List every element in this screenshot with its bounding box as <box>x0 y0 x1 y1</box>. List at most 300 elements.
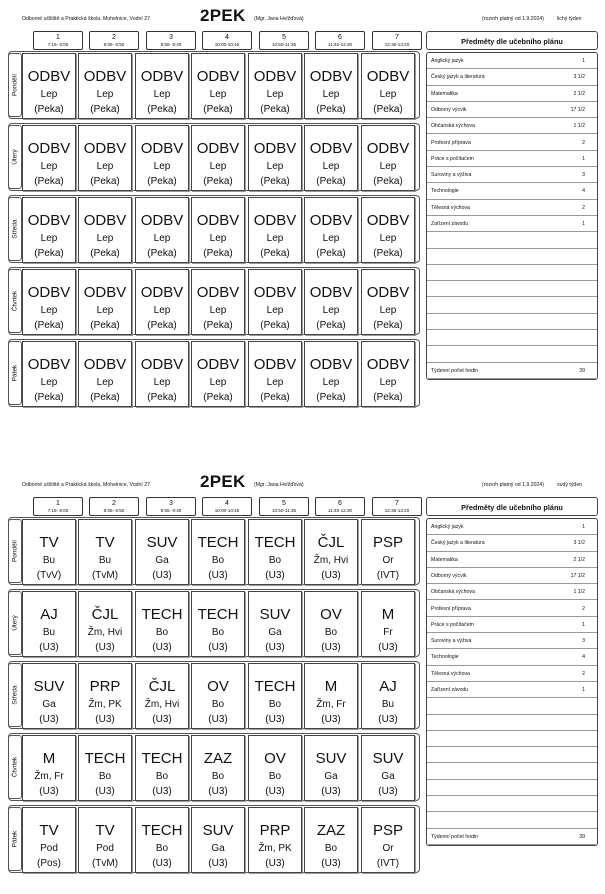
lesson-subject: SUV <box>33 678 65 695</box>
lesson-cell[interactable] <box>248 807 302 873</box>
subject-name: Tělesná výchova <box>431 204 470 211</box>
lesson-subject: OV <box>207 678 229 695</box>
period-header <box>202 31 252 50</box>
lesson-cell[interactable] <box>135 591 189 657</box>
lesson-subject: ODBV <box>27 212 71 229</box>
lesson-room: (U3) <box>152 642 172 653</box>
lesson-room: (Peka) <box>260 320 290 331</box>
lesson-teacher: Bu <box>381 699 395 710</box>
lesson-cell[interactable] <box>22 125 76 191</box>
lesson-room: (Peka) <box>34 248 64 259</box>
lesson-teacher: Bo <box>268 555 282 566</box>
subject-row <box>427 649 597 665</box>
lesson-room: (TvV) <box>36 570 62 581</box>
lesson-cell[interactable] <box>304 591 358 657</box>
lesson-room: (U3) <box>208 714 228 725</box>
period-header <box>315 31 365 50</box>
lesson-subject: TECH <box>141 822 183 839</box>
lesson-subject: TV <box>39 534 59 551</box>
day-label <box>8 807 22 871</box>
lesson-subject: PRP <box>89 678 121 695</box>
lesson-room: (Peka) <box>260 176 290 187</box>
period-number: 2 <box>112 34 116 41</box>
day-label <box>8 53 22 117</box>
day-name: Pondělí <box>11 73 19 97</box>
lesson-teacher: Bo <box>98 771 112 782</box>
lesson-cell[interactable] <box>248 53 302 119</box>
lesson-room: (U3) <box>321 642 341 653</box>
lesson-teacher: Bo <box>268 699 282 710</box>
lesson-teacher: Bo <box>155 627 169 638</box>
lesson-subject: M <box>42 750 56 767</box>
lesson-room: (U3) <box>152 858 172 869</box>
lesson-subject: AJ <box>40 606 58 623</box>
lesson-teacher: Lep <box>153 377 171 388</box>
lesson-teacher: Bo <box>155 771 169 782</box>
lesson-room: (U3) <box>152 570 172 581</box>
lesson-teacher: Lep <box>40 377 58 388</box>
lesson-subject: M <box>381 606 395 623</box>
subject-name: Suroviny a výživa <box>431 638 472 645</box>
subject-row <box>427 535 597 551</box>
lesson-room: (U3) <box>208 858 228 869</box>
period-header <box>372 497 422 516</box>
period-number: 5 <box>282 34 286 41</box>
subject-row <box>427 780 597 796</box>
day-row <box>8 267 420 335</box>
subject-hours: 17 1/2 <box>570 572 585 579</box>
lesson-room: (U3) <box>321 570 341 581</box>
lesson-cell[interactable] <box>191 735 245 801</box>
lesson-cell[interactable] <box>135 663 189 729</box>
subjects-panel-title: Předměty dle učebního plánu <box>426 31 598 50</box>
lesson-teacher: Lep <box>40 161 58 172</box>
lesson-cell[interactable] <box>135 197 189 263</box>
period-header <box>259 31 309 50</box>
day-name: Středa <box>11 685 19 705</box>
lesson-teacher: Žm, PK <box>88 699 122 710</box>
lesson-teacher: Lep <box>153 161 171 172</box>
day-label <box>8 341 22 405</box>
lesson-cell[interactable] <box>22 591 76 657</box>
lesson-room: (Peka) <box>90 176 120 187</box>
lesson-room: (Peka) <box>203 176 233 187</box>
lesson-cell[interactable] <box>78 591 132 657</box>
lesson-teacher: Lep <box>379 233 397 244</box>
lesson-teacher: Lep <box>96 377 114 388</box>
lesson-room: (Peka) <box>316 392 346 403</box>
subject-row <box>427 216 597 232</box>
lesson-subject: ODBV <box>196 284 240 301</box>
lesson-subject: OV <box>320 606 342 623</box>
lesson-teacher: Lep <box>379 305 397 316</box>
period-time: 8:05- 8:50 <box>103 508 125 513</box>
lesson-subject: ZAZ <box>203 750 233 767</box>
lesson-cell[interactable] <box>191 591 245 657</box>
lesson-cell[interactable] <box>248 269 302 335</box>
lesson-teacher: Žm, Hvi <box>313 555 349 566</box>
lesson-cell[interactable] <box>191 53 245 119</box>
lesson-cell[interactable] <box>22 807 76 873</box>
lesson-teacher: Bu <box>98 555 112 566</box>
class-title: 2PEK <box>200 6 246 25</box>
lesson-room: (Peka) <box>203 320 233 331</box>
lesson-cell[interactable] <box>248 519 302 585</box>
lesson-cell[interactable] <box>248 735 302 801</box>
lesson-cell[interactable] <box>78 125 132 191</box>
lesson-cell[interactable] <box>361 519 415 585</box>
lesson-room: (Peka) <box>90 104 120 115</box>
lesson-subject: ODBV <box>196 68 240 85</box>
lesson-subject: ODBV <box>366 284 410 301</box>
lesson-teacher: Lep <box>40 233 58 244</box>
lesson-cell[interactable] <box>361 197 415 263</box>
period-time: 10:50-11:35 <box>271 42 297 47</box>
lesson-room: (U3) <box>265 858 285 869</box>
lesson-teacher: Lep <box>322 233 340 244</box>
lesson-subject: AJ <box>379 678 397 695</box>
lesson-cell[interactable] <box>78 53 132 119</box>
lesson-teacher: Lep <box>209 305 227 316</box>
lesson-room: (Peka) <box>373 392 403 403</box>
lesson-subject: SUV <box>202 822 234 839</box>
lesson-subject: ČJL <box>91 606 119 623</box>
subject-row <box>427 519 597 535</box>
subject-row <box>427 633 597 649</box>
lesson-cell[interactable] <box>191 269 245 335</box>
subject-row <box>427 601 597 617</box>
lesson-room: (U3) <box>152 786 172 797</box>
lesson-teacher: Lep <box>266 377 284 388</box>
lesson-subject: PSP <box>372 534 403 551</box>
lesson-room: (U3) <box>321 858 341 869</box>
lesson-cell[interactable] <box>191 197 245 263</box>
lesson-cell[interactable] <box>361 341 415 407</box>
lesson-subject: TECH <box>197 606 239 623</box>
period-number: 1 <box>56 500 60 507</box>
day-name: Pátek <box>11 364 19 382</box>
lesson-cell[interactable] <box>135 735 189 801</box>
lesson-room: (U3) <box>39 642 59 653</box>
lesson-subject: ODBV <box>253 68 297 85</box>
subject-name: Český jazyk a literatura <box>431 540 485 547</box>
lesson-room: (Peka) <box>316 320 346 331</box>
subject-row <box>427 666 597 682</box>
lesson-cell[interactable] <box>304 269 358 335</box>
lesson-room: (Peka) <box>34 104 64 115</box>
lesson-subject: ODBV <box>366 356 410 373</box>
subject-name: Týdenní počet hodin <box>431 367 479 374</box>
period-time: 8:55- 9:40 <box>160 508 182 513</box>
lesson-teacher: Bo <box>324 627 338 638</box>
validity-note: (rozvrh platný od 1.9.2024) <box>482 16 544 22</box>
day-name: Pondělí <box>11 539 19 563</box>
lesson-cell[interactable] <box>191 341 245 407</box>
lesson-cell[interactable] <box>191 519 245 585</box>
lesson-cell[interactable] <box>78 663 132 729</box>
lesson-subject: ODBV <box>27 356 71 373</box>
lesson-teacher: Lep <box>153 305 171 316</box>
subject-row <box>427 764 597 780</box>
period-number: 3 <box>169 500 173 507</box>
lesson-room: (Peka) <box>147 320 177 331</box>
period-time: 10:00-10:45 <box>214 508 240 513</box>
lesson-cell[interactable] <box>304 519 358 585</box>
period-time: 11:45-12:30 <box>327 508 353 513</box>
lesson-cell[interactable] <box>22 197 76 263</box>
lesson-room: (Peka) <box>316 104 346 115</box>
lesson-teacher: Bo <box>211 627 225 638</box>
school-name: Odborné učiliště a Praktická škola, Mohelnice, Vodní 27 <box>22 16 151 22</box>
lesson-cell[interactable] <box>22 735 76 801</box>
subject-name: Suroviny a výživa <box>431 172 472 179</box>
period-number: 3 <box>169 34 173 41</box>
lesson-cell[interactable] <box>248 197 302 263</box>
lesson-teacher: Or <box>382 843 394 854</box>
subject-row <box>427 617 597 633</box>
lesson-cell[interactable] <box>361 807 415 873</box>
lesson-cell[interactable] <box>78 269 132 335</box>
period-time: 8:05- 8:50 <box>103 42 125 47</box>
day-row <box>8 123 420 191</box>
subject-hours: 1 <box>582 621 585 628</box>
lesson-teacher: Bu <box>42 627 56 638</box>
lesson-cell[interactable] <box>304 341 358 407</box>
lesson-teacher: Bu <box>42 555 56 566</box>
lesson-room: (IVT) <box>376 858 400 869</box>
lesson-teacher: Lep <box>266 89 284 100</box>
lesson-room: (Peka) <box>203 392 233 403</box>
subject-name: Matematika <box>431 90 458 97</box>
subject-row <box>427 829 597 845</box>
lesson-subject: PRP <box>259 822 291 839</box>
lesson-cell[interactable] <box>135 269 189 335</box>
subject-hours: 1 <box>582 155 585 162</box>
lesson-room: (Peka) <box>203 248 233 259</box>
period-time: 11:45-12:30 <box>327 42 353 47</box>
lesson-teacher: Lep <box>322 89 340 100</box>
day-label <box>8 591 22 655</box>
subject-row <box>427 796 597 812</box>
subjects-panel <box>426 52 598 380</box>
lesson-cell[interactable] <box>78 519 132 585</box>
lesson-room: (TvM) <box>91 858 119 869</box>
subject-row <box>427 330 597 346</box>
lesson-subject: ODBV <box>27 284 71 301</box>
lesson-cell[interactable] <box>22 53 76 119</box>
sheet-header <box>22 4 597 32</box>
subject-row <box>427 715 597 731</box>
period-header <box>89 497 139 516</box>
lesson-subject: ODBV <box>27 68 71 85</box>
lesson-teacher: Lep <box>266 161 284 172</box>
period-header <box>89 31 139 50</box>
lesson-teacher: Lep <box>96 161 114 172</box>
lesson-subject: OV <box>264 750 286 767</box>
lesson-room: (TvM) <box>91 570 119 581</box>
subject-name: Odborný výcvik <box>431 572 467 579</box>
lesson-teacher: Lep <box>96 89 114 100</box>
lesson-subject: ODBV <box>140 140 184 157</box>
lesson-subject: ODBV <box>366 140 410 157</box>
day-row <box>8 517 420 585</box>
lesson-teacher: Bo <box>155 843 169 854</box>
lesson-subject: SUV <box>315 750 347 767</box>
day-label <box>8 735 22 799</box>
lesson-cell[interactable] <box>248 125 302 191</box>
lesson-teacher: Lep <box>209 377 227 388</box>
lesson-cell[interactable] <box>22 663 76 729</box>
lesson-cell[interactable] <box>248 591 302 657</box>
lesson-teacher: Or <box>382 555 394 566</box>
lesson-room: (Peka) <box>373 320 403 331</box>
lesson-room: (Peka) <box>90 392 120 403</box>
lesson-cell[interactable] <box>135 807 189 873</box>
lesson-cell[interactable] <box>78 735 132 801</box>
day-label <box>8 197 22 261</box>
lesson-room: (U3) <box>208 786 228 797</box>
subject-row <box>427 552 597 568</box>
subject-row <box>427 363 597 379</box>
lesson-subject: ODBV <box>196 140 240 157</box>
subject-hours: 2 1/2 <box>573 90 585 97</box>
lesson-cell[interactable] <box>304 735 358 801</box>
subject-hours: 1 1/2 <box>573 589 585 596</box>
period-number: 5 <box>282 500 286 507</box>
lesson-teacher: Lep <box>153 233 171 244</box>
lesson-subject: ODBV <box>309 356 353 373</box>
lesson-teacher: Lep <box>40 89 58 100</box>
lesson-cell[interactable] <box>361 269 415 335</box>
lesson-teacher: Bo <box>324 843 338 854</box>
lesson-subject: TV <box>95 822 115 839</box>
subject-hours: 39 <box>579 833 585 840</box>
lesson-cell[interactable] <box>304 807 358 873</box>
lesson-subject: SUV <box>259 606 291 623</box>
lesson-room: (Peka) <box>34 320 64 331</box>
lesson-room: (U3) <box>265 786 285 797</box>
lesson-cell[interactable] <box>78 807 132 873</box>
lesson-cell[interactable] <box>304 197 358 263</box>
lesson-cell[interactable] <box>191 125 245 191</box>
subject-row <box>427 281 597 297</box>
period-time: 8:55- 9:40 <box>160 42 182 47</box>
subject-hours: 1 <box>582 524 585 530</box>
lesson-teacher: Lep <box>322 377 340 388</box>
lesson-cell[interactable] <box>78 341 132 407</box>
lesson-subject: ČJL <box>317 534 345 551</box>
lesson-teacher: Lep <box>379 161 397 172</box>
lesson-subject: ODBV <box>196 212 240 229</box>
subject-row <box>427 584 597 600</box>
subject-row <box>427 200 597 216</box>
day-name: Úterý <box>11 615 19 631</box>
lesson-cell[interactable] <box>304 53 358 119</box>
lesson-cell[interactable] <box>191 807 245 873</box>
day-row <box>8 51 420 119</box>
lesson-subject: TECH <box>254 534 296 551</box>
subject-row <box>427 298 597 314</box>
period-number: 7 <box>395 500 399 507</box>
lesson-cell[interactable] <box>304 125 358 191</box>
lesson-subject: SUV <box>372 750 404 767</box>
school-name: Odborné učiliště a Praktická škola, Mohelnice, Vodní 27 <box>22 482 151 488</box>
lesson-cell[interactable] <box>22 519 76 585</box>
lesson-subject: ODBV <box>366 68 410 85</box>
subject-name: Anglický jazyk <box>431 524 464 530</box>
lesson-room: (U3) <box>321 714 341 725</box>
lesson-teacher: Ga <box>381 771 395 782</box>
lesson-cell[interactable] <box>304 663 358 729</box>
lesson-cell[interactable] <box>191 663 245 729</box>
subject-row <box>427 102 597 118</box>
lesson-room: (Peka) <box>260 248 290 259</box>
lesson-teacher: Bo <box>211 771 225 782</box>
lesson-teacher: Lep <box>209 161 227 172</box>
lesson-cell[interactable] <box>361 735 415 801</box>
subject-hours: 1 <box>582 221 585 227</box>
lesson-cell[interactable] <box>135 341 189 407</box>
lesson-cell[interactable] <box>22 341 76 407</box>
subject-hours: 39 <box>579 367 585 374</box>
class-teacher: (Mgr. Jana Hvížďová) <box>254 482 304 488</box>
lesson-cell[interactable] <box>135 519 189 585</box>
lesson-room: (U3) <box>39 786 59 797</box>
day-name: Úterý <box>11 149 19 165</box>
lesson-cell[interactable] <box>248 341 302 407</box>
lesson-room: (U3) <box>208 642 228 653</box>
lesson-subject: M <box>324 678 338 695</box>
day-label <box>8 663 22 727</box>
lesson-teacher: Lep <box>209 233 227 244</box>
lesson-teacher: Pod <box>96 843 114 854</box>
lesson-room: (U3) <box>321 786 341 797</box>
period-number: 2 <box>112 500 116 507</box>
subject-row <box>427 682 597 698</box>
lesson-room: (Peka) <box>260 392 290 403</box>
lesson-cell[interactable] <box>135 125 189 191</box>
subject-name: Profesní příprava <box>431 139 471 146</box>
lesson-cell[interactable] <box>22 269 76 335</box>
period-number: 4 <box>225 500 229 507</box>
lesson-cell[interactable] <box>361 663 415 729</box>
day-row <box>8 661 420 729</box>
lesson-teacher: Lep <box>266 305 284 316</box>
subject-hours: 2 1/2 <box>573 556 585 563</box>
lesson-subject: ČJL <box>148 678 176 695</box>
lesson-subject: TECH <box>141 750 183 767</box>
subject-row <box>427 167 597 183</box>
subject-name: Profesní příprava <box>431 605 471 612</box>
lesson-cell[interactable] <box>361 53 415 119</box>
lesson-teacher: Pod <box>40 843 58 854</box>
lesson-cell[interactable] <box>361 591 415 657</box>
timetable-sheet-even-week <box>0 470 605 890</box>
lesson-room: (Peka) <box>373 248 403 259</box>
lesson-subject: ODBV <box>309 212 353 229</box>
lesson-subject: ODBV <box>83 284 127 301</box>
subject-row <box>427 86 597 102</box>
lesson-cell[interactable] <box>248 663 302 729</box>
period-header <box>259 497 309 516</box>
lesson-teacher: Lep <box>153 89 171 100</box>
lesson-cell[interactable] <box>361 125 415 191</box>
lesson-room: (U3) <box>265 570 285 581</box>
lesson-cell[interactable] <box>78 197 132 263</box>
lesson-cell[interactable] <box>135 53 189 119</box>
subject-hours: 2 <box>582 605 585 612</box>
lesson-room: (U3) <box>265 642 285 653</box>
